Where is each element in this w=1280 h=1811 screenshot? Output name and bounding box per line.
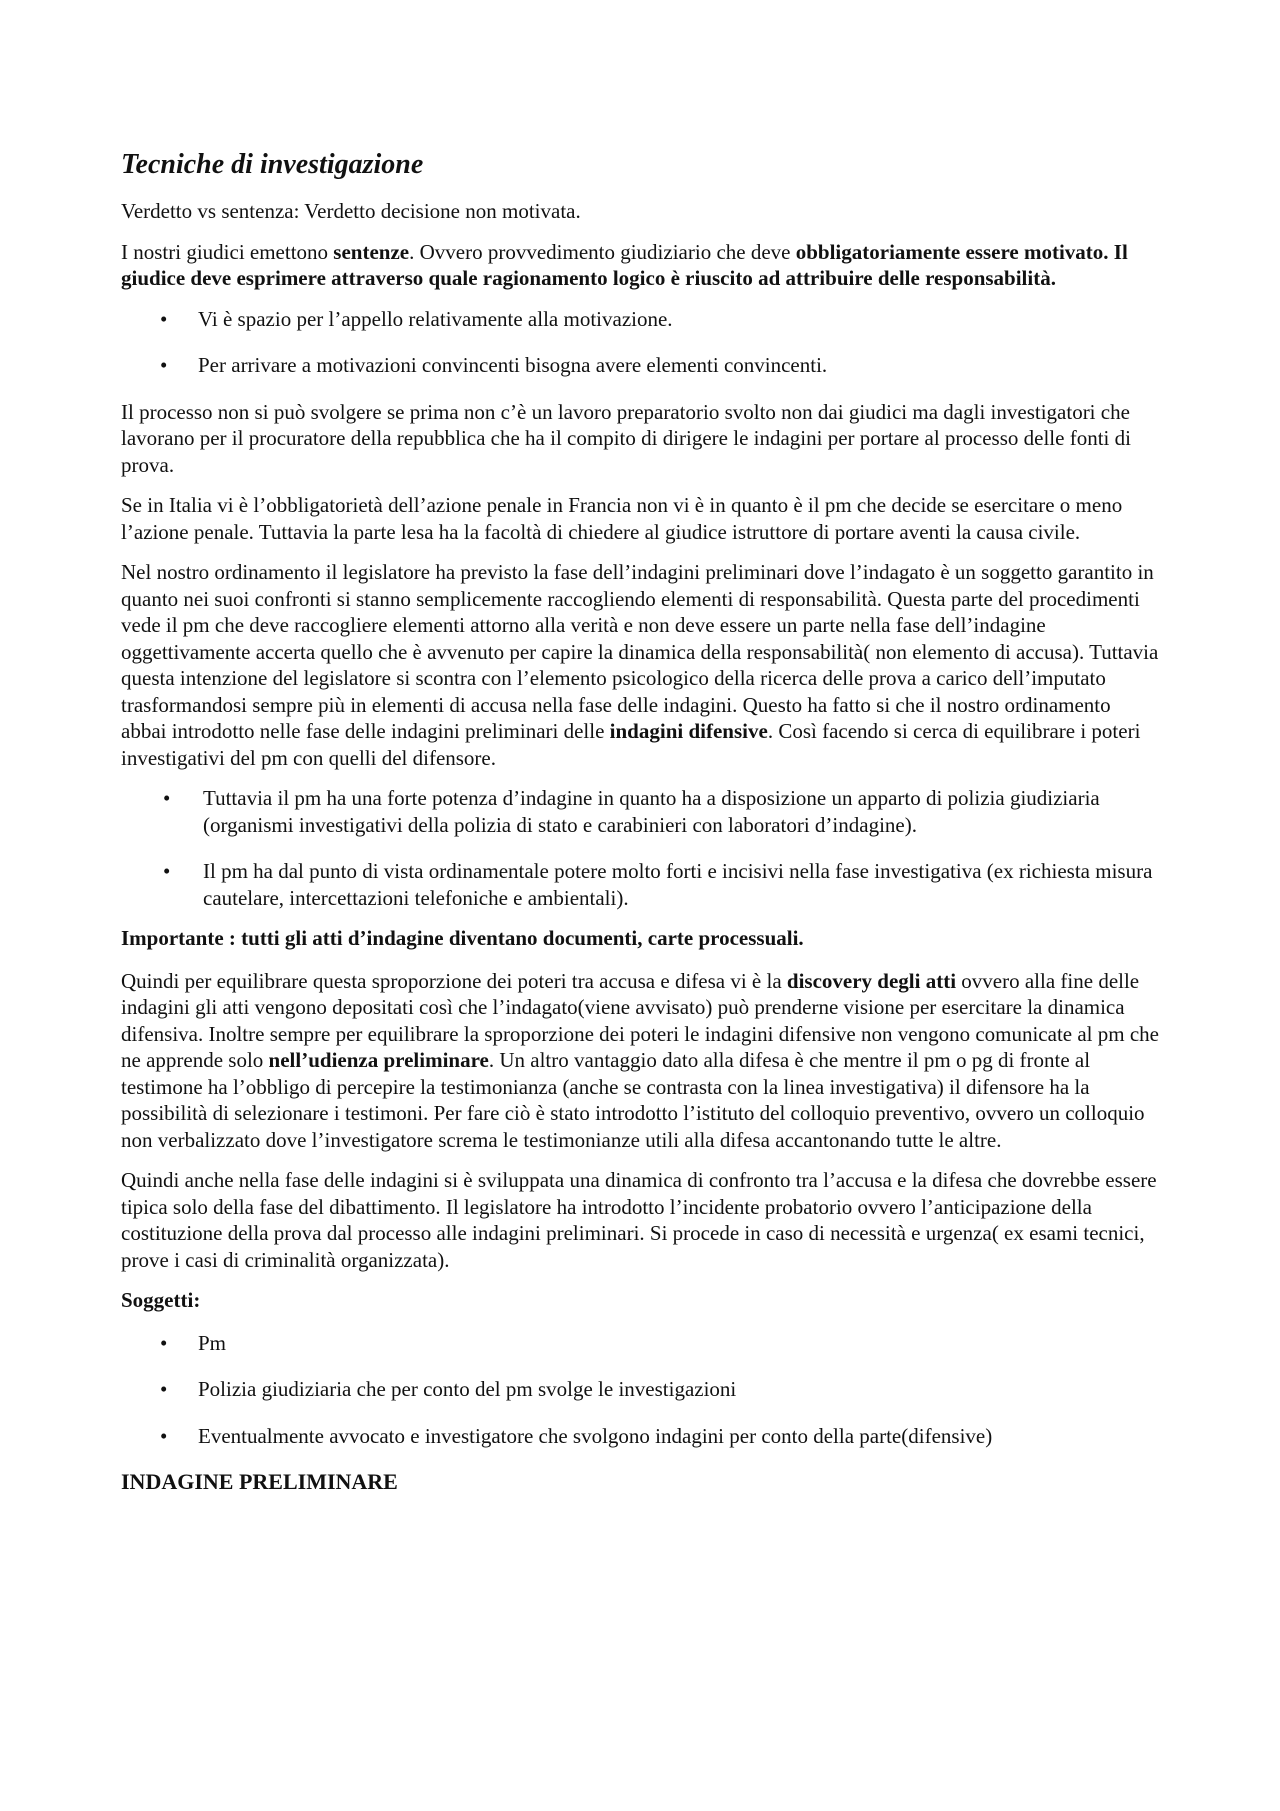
paragraph-discovery xyxy=(121,968,1161,1154)
paragraph-italia-francia: Se in Italia vi è l’obbligatorietà dell’azione penale in Francia non vi è in quanto è il pm che decide se esercitare o meno l’azione penale. Tuttavia la parte lesa ha la facoltà di chiedere al giudice istruttore di portare aventi la causa civile. xyxy=(121,493,1123,544)
paragraph-confronto: Quindi anche nella fase delle indagini si è sviluppata una dinamica di confronto tra l’accusa e la difesa che dovrebbe essere tipica solo della fase del dibattimento. Il legislatore ha introdotto l’incidente probatorio ovvero l’anticipazione della costituzione della prova dal processo alle indagini preliminari. Si procede in caso di necessità e urgenza( ex esami tecnici, prove i casi di criminalità organizzata). xyxy=(121,1168,1157,1272)
list-item xyxy=(121,1330,1161,1357)
list-item xyxy=(121,785,1161,838)
list-item-text: Eventualmente avvocato e investigatore che svolgono indagini per conto della parte(difensive) xyxy=(198,1423,993,1448)
list-item-text: Polizia giudiziaria che per conto del pm svolge le investigazioni xyxy=(198,1377,737,1401)
bold-run: indagini difensive xyxy=(609,719,768,743)
bullet-list-motivazione xyxy=(121,306,1161,379)
text-run: . Ovvero provvedimento giudiziario che deve xyxy=(409,239,796,264)
list-item-text: Per arrivare a motivazioni convincenti bisogna avere elementi convincenti. xyxy=(198,353,828,377)
list-item-text: Tuttavia il pm ha una forte potenza d’indagine in quanto ha a disposizione un apparto di polizia giudiziaria (organismi investigativi della polizia di stato e carabinieri con laboratori d’indagine). xyxy=(203,786,1100,837)
bullet-icon: • xyxy=(160,1423,168,1448)
paragraph-processo: Il processo non si può svolgere se prima non c’è un lavoro preparatorio svolto non dai giudici ma dagli investigatori che lavorano per il procuratore della repubblica che ha il compito di dirigere le indagini per portare al processo delle fonti di prova. xyxy=(121,399,1131,477)
text-run: Quindi per equilibrare questa sproporzione dei poteri tra accusa e difesa vi è la xyxy=(121,968,787,993)
bullet-icon: • xyxy=(163,786,171,810)
bullet-icon: • xyxy=(160,306,168,331)
bullet-icon: • xyxy=(160,353,168,377)
document-body xyxy=(121,148,1161,1496)
text-run: . Un altro vantaggio dato alla difesa è che mentre il pm o pg di fronte al testimone ha l’obbligo di percepire la testimonianza (anche se contrasta con la linea investigativa) il difensore ha la possibilità di selezionare i testimoni. Per fare ciò è stato introdotto l’istituto del colloquio preventivo, ovvero un colloquio non verbalizzato dove l’investigatore screma le testimonianze utili alla difesa accantonando tutte le altre. xyxy=(121,1048,1145,1152)
bold-run: discovery degli atti xyxy=(786,968,957,993)
paragraph-verdetto: Verdetto vs sentenza: Verdetto decisione non motivata. xyxy=(121,199,581,223)
list-item-text: Vi è spazio per l’appello relativamente alla motivazione. xyxy=(198,306,673,331)
document-title: Tecniche di investigazione xyxy=(121,149,424,180)
list-item-text: Il pm ha dal punto di vista ordinamentale potere molto forti e incisivi nella fase investigativa (ex richiesta misura cautelare, intercettazioni telefoniche e ambientali). xyxy=(203,859,1153,910)
soggetti-heading: Soggetti: xyxy=(121,1288,201,1312)
text-run: . Così facendo si cerca di equilibrare i poteri investigativi del pm con quelli del difensore. xyxy=(121,719,1141,770)
list-item xyxy=(121,1423,1161,1450)
bullet-icon: • xyxy=(163,859,171,883)
section-heading: INDAGINE PRELIMINARE xyxy=(121,1469,398,1494)
text-run: ovvero alla fine delle indagini gli atti vengono depositati così che l’indagato(viene avvisato) può prenderne visione per esercitare la dinamica difensiva. Inoltre sempre per equilibrare la sproporzione dei poteri le indagini difensive non vengono comunicate al pm che ne apprende solo xyxy=(121,968,1159,1072)
bullet-list-pm xyxy=(121,785,1161,911)
important-note: Importante : tutti gli atti d’indagine diventano documenti, carte processuali. xyxy=(121,926,804,950)
list-item xyxy=(121,306,1161,333)
bold-run: sentenze xyxy=(333,239,410,264)
text-run: Nel nostro ordinamento il legislatore ha previsto la fase dell’indagini preliminari dove l’indagato è un soggetto garantito in quanto nei suoi confronti si stanno semplicemente raccogliendo elementi di responsabilità. Questa parte del procedimenti vede il pm che deve raccogliere elementi attorno alla verità e non deve essere un parte nella fase dell’indagine oggettivamente accerta quello che è avvenuto per capire la dinamica della responsabilità( non elemento di accusa). Tuttavia questa intenzione del legislatore si scontra con l’elemento psicologico della ricerca delle prova a carico dell’imputato trasformandosi sempre più in elementi di accusa nella fase delle indagini. Questo ha fatto si che il nostro ordinamento abbai introdotto nelle fase delle indagini preliminari delle xyxy=(121,560,1159,743)
list-item xyxy=(121,858,1161,911)
bullet-icon: • xyxy=(160,1377,168,1401)
list-item-text: Pm xyxy=(198,1330,227,1355)
list-item xyxy=(121,352,1161,379)
paragraph-sentenze xyxy=(121,239,1161,292)
bold-run: nell’udienza preliminare xyxy=(268,1048,489,1072)
paragraph-ordinamento xyxy=(121,559,1161,771)
bold-run: obbligatoriamente essere motivato. Il giudice deve esprimere attraverso quale ragionamento logico è riuscito ad attribuire delle responsabilità. xyxy=(121,239,1128,290)
list-item xyxy=(121,1376,1161,1403)
text-run: I nostri giudici emettono xyxy=(121,239,334,264)
bullet-list-soggetti xyxy=(121,1330,1161,1450)
bullet-icon: • xyxy=(160,1330,168,1355)
